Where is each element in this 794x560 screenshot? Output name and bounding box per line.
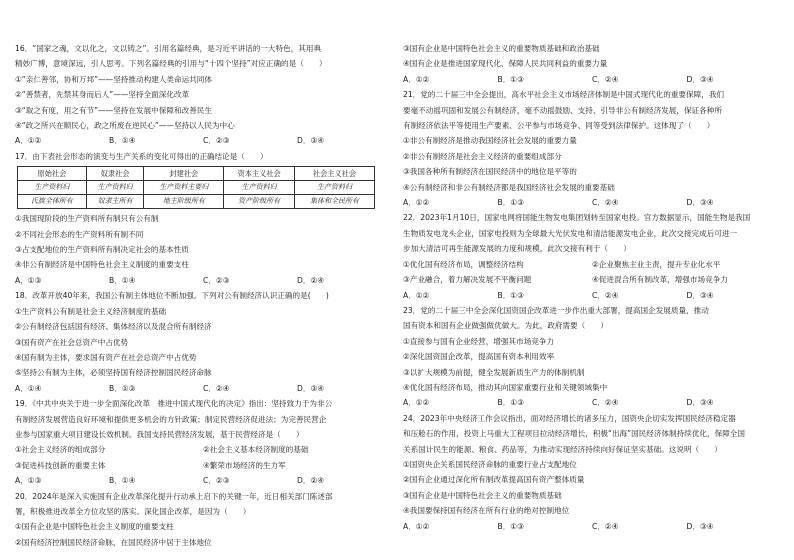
question-17 (15, 149, 391, 288)
option-b[interactable]: B．①③ (497, 521, 524, 531)
option-c[interactable]: C．②④ (203, 383, 230, 393)
question-16 (15, 41, 391, 149)
option-d[interactable]: D．③④ (686, 521, 714, 531)
option-d[interactable]: D．③④ (686, 290, 714, 300)
statement-item: ②深化国资国企改革，提高国有资本利用效率 (403, 352, 555, 362)
answer-options (15, 133, 391, 148)
statement-item: ⑤坚持公有制为主体，必须坚持国有经济控制国民经济命脉 (15, 368, 212, 378)
option-a[interactable]: A．①② (403, 198, 430, 208)
statement-item: ②国有经济控制国民经济命脉，在国民经济中居于主体地位 (15, 537, 212, 547)
statement-pair (403, 272, 781, 287)
question-stem: 署，积极推进改革全方位攻坚的落实。深化国企改革，是因为（ ） (15, 506, 251, 516)
answer-options (15, 381, 391, 396)
question-18 (15, 288, 391, 396)
option-a[interactable]: A．①② (403, 74, 430, 84)
table-header: 社会主义社会 (294, 167, 374, 181)
statement-item: ③国有资产在社会总资产中占优势 (15, 337, 129, 347)
table-cell: 生产资料归 (224, 181, 295, 195)
option-b[interactable]: B．①③ (109, 383, 136, 393)
statement-item: ④我国要保持国有经济在所有行业的绝对控制地位 (403, 506, 570, 516)
statement-item: ④促进混合所有制改革，增强市场竞争力 (592, 275, 728, 285)
question-24 (403, 411, 781, 534)
option-d[interactable]: D．②④ (297, 476, 325, 486)
statement-item: ④“政之所兴在顺民心，政之所废在逆民心”——坚持以人民为中心 (15, 121, 235, 131)
question-stem: 18．改革开放40年来，我国公有制主体地位不断加强。下列对公有制经济认识正确的是( ) (15, 291, 329, 301)
question-stem: 国有资本和国有企业做强做优做大。为此，政府需要（ ） (403, 321, 609, 331)
statement-item: ③国有企业是中国特色社会主义的重要物质基础和政治基础 (403, 44, 600, 53)
option-d[interactable]: D．③④ (297, 383, 325, 393)
question-stem: 21．党的二十届三中全会提出，高水平社会主义市场经济体制是中国式现代化的重要保障，我们 (403, 90, 725, 100)
statement-item: ④国有制为主体，要求国有资产在社会总资产中占优势 (15, 352, 197, 362)
option-b[interactable]: B．①④ (109, 136, 136, 146)
statement-item: ③产业融合，着力解决发展不平衡问题 (403, 275, 532, 285)
table-header: 奴隶社会 (86, 167, 144, 181)
statement-item: ①优化国有经济布局，调整经济结构 (403, 259, 524, 269)
question-23 (403, 303, 781, 411)
table-cell: 生产资料归 (86, 181, 144, 195)
question-22 (403, 210, 781, 302)
statement-item: ③促进科技创新的重要主体 (15, 460, 106, 470)
answer-options (403, 288, 781, 303)
option-a[interactable]: A．①④ (15, 383, 42, 393)
statement-item: ③以扩大规模为前提，健全发展新质生产力的体制机制 (403, 367, 585, 377)
question-stem: 17．由下表社会形态的演变与生产关系的变化可得出的正确结论是（ ） (15, 151, 268, 161)
question-stem: 步加大清洁可再生能源发展的力度和规模。此次交接有利于（ ） (403, 244, 631, 254)
answer-options (403, 72, 781, 87)
option-b[interactable]: B．①③ (497, 198, 524, 208)
statement-item: ①社会主义经济的组成部分 (15, 445, 106, 455)
question-stem: 要毫不动摇巩固和发展公有制经济，毫不动摇鼓励、支持、引导非公有制经济发展，保证各种所 (403, 105, 722, 115)
statement-pair (15, 442, 391, 457)
option-a[interactable]: A．①③ (15, 476, 42, 486)
question-stem: 24．2023年中央经济工作会议指出，面对经济增长的诸多压力，国资央企切实发挥国民经济稳定器 (403, 413, 736, 423)
question-stem: 22．2023年1月10日，国家电网将国能生物发电集团划转至国家电投。官方数据显示，国能生物是我国 (403, 213, 751, 223)
question-stem: 生物质发电龙头企业，国家电投则为全球最大光伏发电和清洁能源发电企业，此次交接完成后可进一 (403, 228, 738, 238)
statement-item: ①直接参与国有企业经营，增强其市场竞争力 (403, 336, 555, 346)
answer-options (403, 195, 781, 210)
left-column (15, 41, 391, 550)
statement-item: ④繁荣市场经济的生力军 (203, 460, 286, 470)
statement-item: ②不同社会形态的生产资料所有制不同 (15, 229, 144, 239)
statement-item: ①生产资料公有制是社会主义经济制度的基础 (15, 306, 167, 316)
question-19 (15, 396, 391, 488)
option-d[interactable]: D．③④ (686, 398, 714, 408)
option-c[interactable]: C．②④ (592, 290, 619, 300)
option-a[interactable]: A．①② (403, 398, 430, 408)
option-c[interactable]: C．②④ (592, 198, 619, 208)
option-c[interactable]: C．②④ (592, 521, 619, 531)
option-a[interactable]: A．①② (403, 521, 430, 531)
statement-item: ④公有制经济和非公有制经济都是我国经济社会发展的重要基础 (403, 182, 615, 192)
statement-item: ④国有企业是推进国家现代化、保障人民共同利益的重要力量 (403, 59, 608, 69)
table-header: 原始社会 (18, 167, 87, 181)
option-d[interactable]: D．③④ (297, 136, 325, 146)
table-cell: 生产资料主要归 (144, 181, 224, 195)
statement-item: ③我国各种所有制经济在国民经济中的地位是平等的 (403, 167, 577, 177)
statement-item: ③“取之有度，用之有节”——坚持在发展中保障和改善民生 (15, 105, 212, 115)
social-forms-table (17, 166, 375, 209)
statement-pair (15, 458, 391, 473)
question-stem: 业参与国家重大项目建设长效机制。我国支持民营经济发展，基于民营经济是（ ） (15, 429, 304, 439)
statement-item: ②非公有制经济是社会主义经济的重要组成部分 (403, 151, 562, 161)
statement-item: ②“善禁者，先禁其身而后人”——坚持全面深化改革 (15, 90, 190, 100)
table-cell: 集体和全民所有 (294, 195, 374, 209)
question-stem: 关系国计民生的能源、粮食、药品等，为推动实现经济持续向好保证坚实基础。这说明（ ） (403, 444, 722, 454)
question-stem: 23．党的二十届三中全会深化国资国企改革进一步作出重大部署，提高国企发展质量，推动 (403, 305, 709, 315)
table-cell: 氏族全体所有 (18, 195, 87, 209)
question-20 (15, 489, 391, 551)
question-stem: 精妙广博，意境深远，引人思考。下列名篇经典的引用与“十四个坚持”对应正确的是（ ） (15, 59, 327, 69)
option-c[interactable]: C．②③ (203, 136, 230, 146)
answer-options (15, 473, 391, 488)
option-b[interactable]: B．①③ (497, 290, 524, 300)
option-b[interactable]: B．①④ (109, 275, 136, 285)
option-c[interactable]: C．②④ (592, 74, 619, 84)
table-cell: 生产资料归 (18, 181, 87, 195)
answer-options (15, 273, 391, 288)
option-b[interactable]: B．①③ (497, 74, 524, 84)
statement-item: ①国有企业是中国特色社会主义制度的重要支柱 (15, 522, 174, 532)
statement-item: ②公有制经济包括国有经济、集体经济以及混合所有制经济 (15, 322, 212, 332)
statement-pair (403, 257, 781, 272)
question-21 (403, 87, 781, 210)
statement-item: ④非公有制经济是中国特色社会主义制度的重要支柱 (15, 260, 189, 270)
option-a[interactable]: A．①③ (15, 275, 42, 285)
option-a[interactable]: A．①② (15, 136, 42, 146)
table-cell: 地主阶级所有 (144, 195, 224, 209)
table-cell: 奴隶主所有 (86, 195, 144, 209)
answer-options (403, 519, 781, 534)
statement-item: ②国有企业通过深化所有制改革提高国有资产整体质量 (403, 475, 585, 485)
question-stem: 有制经济依法平等使用生产要素、公平参与市场竞争、同等受到法律保护。这体现了（ ） (403, 121, 715, 131)
option-d[interactable]: D．②④ (297, 275, 325, 285)
option-a[interactable]: A．①② (403, 290, 430, 300)
question-stem: 20．2024年是深入实施国有企业改革深化提升行动承上启下的关键一年，近日相关部门陈述部 (15, 491, 333, 501)
statement-item: ②社会主义基本经济制度的基础 (203, 445, 309, 455)
statement-item: ④优化国有经济布局，推动其向国家重要行业和关键领域集中 (403, 382, 608, 392)
question-stem: 16．“国家之魂，文以化之，文以铸之”。引用名篇经典，是习近平讲话的一大特色，其用典 (15, 44, 322, 53)
statement-item: ③占支配地位的生产资料所有制决定社会的基本性质 (15, 245, 189, 255)
table-cell: 生产资料归 (294, 181, 374, 195)
right-column (403, 41, 781, 534)
option-c[interactable]: C．②③ (203, 275, 230, 285)
question-stem: 和压舱石的作用，投资上马重大工程项目拉动经济增长，积极“出海”国民经济体制持续优化，保障全国 (403, 429, 745, 439)
statement-item: ②企业聚焦主业主责，提升专业化水平 (592, 259, 721, 269)
table-header: 封建社会 (144, 167, 224, 181)
question-stem: 有制经济发展营造良好环境和提供更多机会的方针政策；制定民营经济促进法；为完善民营企 (15, 414, 327, 424)
question-stem: 19．《中共中央关于进一步全面深化改革 推进中国式现代化的决定》指出：坚持致力于为非公 (15, 399, 333, 409)
option-b[interactable]: B．①④ (109, 476, 136, 486)
option-b[interactable]: B．①③ (497, 398, 524, 408)
answer-options (403, 395, 781, 410)
statement-item: ①我国现阶段的生产资料所有制只有公有制 (15, 214, 159, 224)
question-20-continued (403, 41, 781, 87)
table-header: 资本主义社会 (224, 167, 295, 181)
statement-item: ①“亲仁善邻，协和万邦”——坚持推动构建人类命运共同体 (15, 74, 212, 84)
option-c[interactable]: C．②③ (203, 476, 230, 486)
statement-item: ①非公有制经济是推动我国经济社会发展的重要力量 (403, 136, 577, 146)
table-cell: 资产阶级所有 (224, 195, 295, 209)
option-d[interactable]: D．③④ (686, 74, 714, 84)
option-d[interactable]: D．③④ (686, 198, 714, 208)
option-c[interactable]: C．②④ (592, 398, 619, 408)
statement-item: ①国资央企关系国民经济命脉的重要行业占支配地位 (403, 459, 577, 469)
statement-item: ③国有企业是中国特色社会主义的重要物质基础 (403, 490, 562, 500)
